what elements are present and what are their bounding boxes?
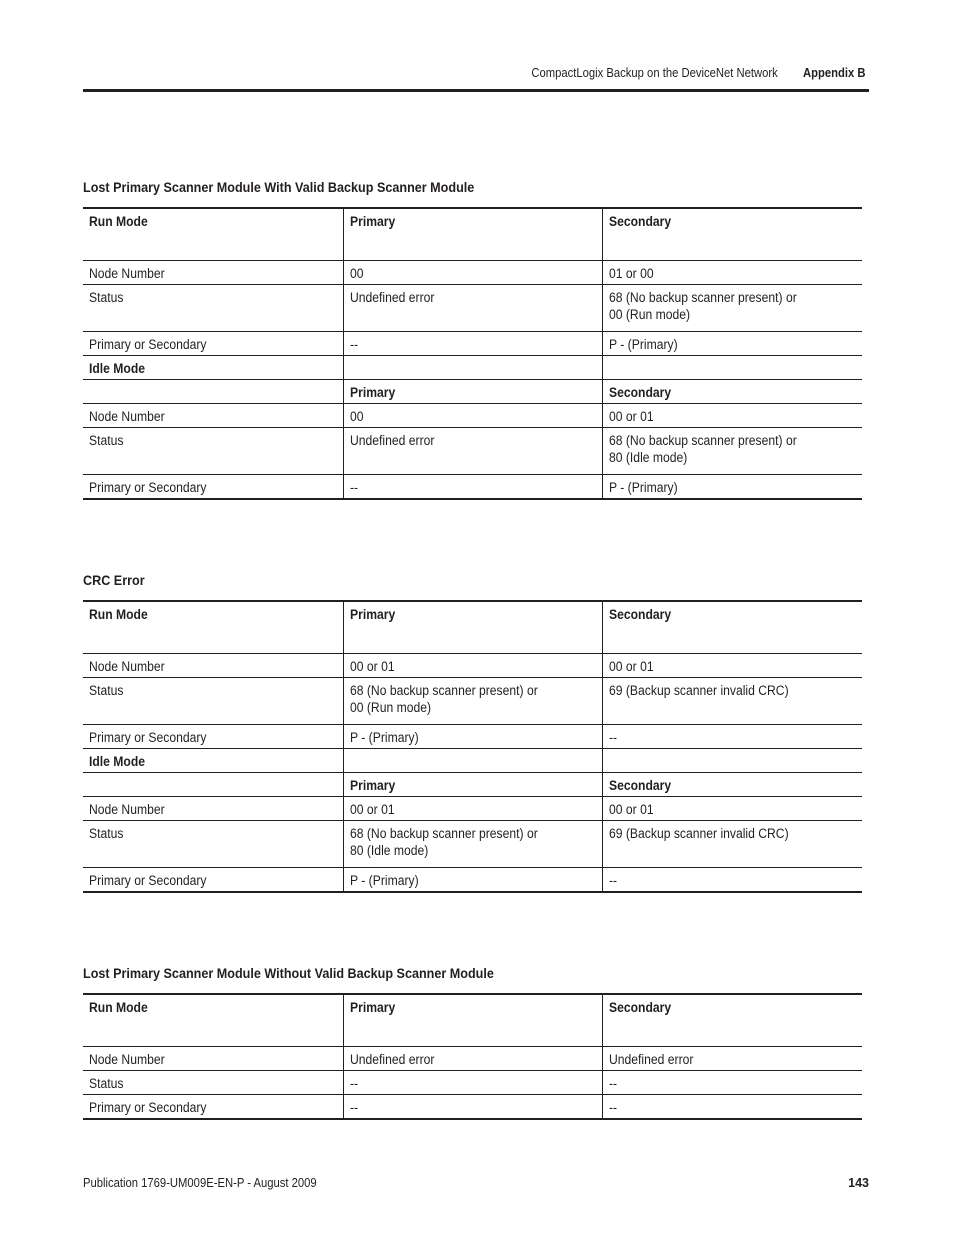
table-cell: --: [602, 1095, 862, 1120]
table-cell: --: [343, 475, 602, 500]
table-cell: Undefined error: [602, 1047, 862, 1071]
table-cell: Status: [83, 428, 343, 475]
header-rule: [83, 89, 869, 92]
table-row: [83, 797, 862, 821]
status-table: [83, 207, 862, 500]
table-cell: 00: [343, 261, 602, 285]
table-cell: P - (Primary): [602, 475, 862, 500]
table-cell: Idle Mode: [83, 356, 343, 380]
column-header-cell: Primary: [343, 601, 602, 654]
table-cell: Primary or Secondary: [83, 1095, 343, 1120]
running-header-appendix: Appendix B: [803, 66, 866, 80]
table-cell: 00: [343, 404, 602, 428]
table-cell: Primary or Secondary: [83, 868, 343, 893]
table-row: [83, 601, 862, 654]
table-row: [83, 1071, 862, 1095]
table-cell: Node Number: [83, 654, 343, 678]
table-row: [83, 678, 862, 725]
table-cell: 69 (Backup scanner invalid CRC): [602, 678, 862, 725]
status-table: [83, 993, 862, 1120]
mode-header-cell: Run Mode: [83, 601, 343, 654]
table-cell: Node Number: [83, 404, 343, 428]
table-cell: P - (Primary): [602, 332, 862, 356]
table-row: [83, 868, 862, 893]
table-cell: Undefined error: [343, 285, 602, 332]
table-row: [83, 404, 862, 428]
table-title: Lost Primary Scanner Module With Valid Backup Scanner Module: [83, 179, 475, 195]
table-cell: P - (Primary): [343, 868, 602, 893]
table-row: [83, 749, 862, 773]
table-cell: 00 or 01: [602, 404, 862, 428]
table-row: [83, 380, 862, 404]
table-cell: Primary or Secondary: [83, 725, 343, 749]
column-header-cell: Primary: [343, 208, 602, 261]
footer-page-number: 143: [848, 1176, 869, 1190]
table-cell: --: [343, 332, 602, 356]
table-row: [83, 208, 862, 261]
table-cell: Undefined error: [343, 428, 602, 475]
table-cell: Primary: [343, 773, 602, 797]
table-row: [83, 654, 862, 678]
table-cell: --: [602, 1071, 862, 1095]
table-cell: Status: [83, 1071, 343, 1095]
table-cell: 68 (No backup scanner present) or 00 (Run mode): [343, 678, 602, 725]
table-cell: 68 (No backup scanner present) or 80 (Idle mode): [343, 821, 602, 868]
table-cell: Status: [83, 821, 343, 868]
table-cell: 00 or 01: [343, 654, 602, 678]
table-cell: Secondary: [602, 380, 862, 404]
table-cell: [343, 749, 602, 773]
table-row: [83, 475, 862, 500]
table-title: CRC Error: [83, 572, 145, 588]
table-cell: P - (Primary): [343, 725, 602, 749]
table-cell: Node Number: [83, 1047, 343, 1071]
column-header-cell: Secondary: [602, 994, 862, 1047]
table-cell: --: [343, 1071, 602, 1095]
mode-header-cell: Run Mode: [83, 208, 343, 261]
table-cell: [602, 356, 862, 380]
status-table: [83, 600, 862, 893]
table-cell: Status: [83, 285, 343, 332]
table-cell: --: [343, 1095, 602, 1120]
table-row: [83, 821, 862, 868]
table-cell: Node Number: [83, 797, 343, 821]
table-row: [83, 332, 862, 356]
table-cell: 00 or 01: [602, 797, 862, 821]
table-row: [83, 1047, 862, 1071]
column-header-cell: Primary: [343, 994, 602, 1047]
table-row: [83, 773, 862, 797]
table-cell: Primary: [343, 380, 602, 404]
table-row: [83, 285, 862, 332]
table-cell: [83, 773, 343, 797]
table-cell: [343, 356, 602, 380]
column-header-cell: Secondary: [602, 601, 862, 654]
table-row: [83, 261, 862, 285]
table-cell: 01 or 00: [602, 261, 862, 285]
table-row: [83, 994, 862, 1047]
column-header-cell: Secondary: [602, 208, 862, 261]
table-cell: 00 or 01: [602, 654, 862, 678]
footer-publication: Publication 1769-UM009E-EN-P - August 2009: [83, 1176, 317, 1190]
table-cell: --: [602, 725, 862, 749]
table-row: [83, 725, 862, 749]
mode-header-cell: Run Mode: [83, 994, 343, 1047]
table-cell: 00 or 01: [343, 797, 602, 821]
table-row: [83, 356, 862, 380]
table-row: [83, 1095, 862, 1120]
table-cell: 68 (No backup scanner present) or 80 (Idle mode): [602, 428, 862, 475]
table-cell: Undefined error: [343, 1047, 602, 1071]
table-cell: Idle Mode: [83, 749, 343, 773]
table-title: Lost Primary Scanner Module Without Valid Backup Scanner Module: [83, 965, 494, 981]
table-cell: Primary or Secondary: [83, 332, 343, 356]
table-cell: Primary or Secondary: [83, 475, 343, 500]
table-cell: 68 (No backup scanner present) or 00 (Run mode): [602, 285, 862, 332]
table-cell: 69 (Backup scanner invalid CRC): [602, 821, 862, 868]
table-cell: [602, 749, 862, 773]
running-header-title: CompactLogix Backup on the DeviceNet Network: [531, 66, 778, 80]
table-cell: Secondary: [602, 773, 862, 797]
table-row: [83, 428, 862, 475]
table-cell: Status: [83, 678, 343, 725]
table-cell: [83, 380, 343, 404]
table-cell: Node Number: [83, 261, 343, 285]
table-cell: --: [602, 868, 862, 893]
